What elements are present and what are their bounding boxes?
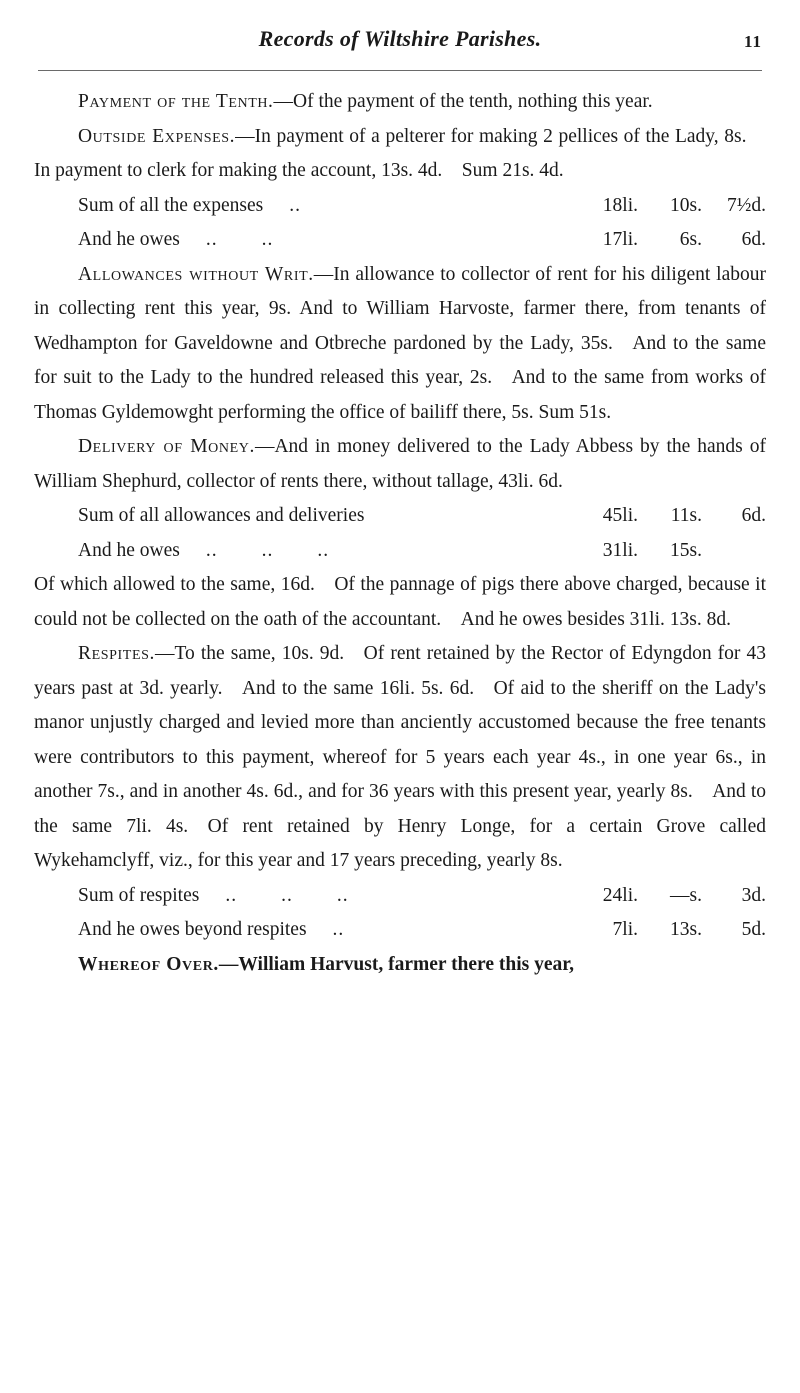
leader-dot: .. [281, 884, 293, 906]
paragraph-heading: Payment of the Tenth. [78, 91, 274, 112]
leader-dot: .. [261, 229, 274, 250]
page-header [38, 26, 762, 52]
leader-dots [206, 534, 329, 569]
sum-amount-pounds: 24li. [602, 884, 638, 906]
leader-dots [333, 913, 345, 948]
paragraph-text: —Of the payment of the tenth, nothing this year. [273, 91, 653, 112]
sum-amount [580, 223, 766, 258]
sum-amount-shillings: 10s. [670, 194, 702, 216]
paragraph-payment-of-the-tenth [34, 85, 766, 120]
sum-amount [580, 499, 766, 534]
paragraph-heading: Outside Expenses. [78, 125, 236, 147]
sum-label: And he owes [78, 229, 180, 250]
sum-label: And he owes beyond respites [78, 919, 307, 940]
header-rule [38, 70, 762, 71]
sum-amount-pence: 5d. [741, 919, 766, 940]
paragraph-text: —In allowance to collector of rent for his diligent labour in collecting rent this year, 9s. And to William Harvoste, farmer there, from tenants of Wedhampton for Gaveldowne and Otbreche pardoned by the Lady, 35s. And to the same for suit to the Lady to the hundred released this year, 2s. And to the same from works of Thomas Gyldemowght performing the office of bailiff there, 5s. Sum 51s. [34, 263, 767, 423]
sum-amount-pence: 6d. [741, 229, 766, 250]
sum-label: Sum of all allowances and deliveries [78, 505, 365, 526]
leader-dots [206, 223, 274, 258]
sum-label: And he owes [78, 539, 180, 561]
paragraph-allowances-without-writ [34, 258, 766, 431]
sum-line [34, 534, 766, 569]
paragraph-respites [34, 637, 766, 879]
sum-amount-pounds: 18li. [602, 194, 638, 216]
sum-amount-pence [718, 534, 766, 569]
sum-label: Sum of all the expenses [78, 194, 264, 216]
sum-line [34, 223, 766, 258]
sum-amount [580, 189, 766, 224]
leader-dot: .. [261, 539, 274, 561]
leader-dots [225, 879, 348, 914]
running-title: Records of Wiltshire Parishes. [258, 26, 542, 51]
sum-amount-pounds: 17li. [602, 229, 638, 250]
paragraph-heading: Respites. [78, 643, 155, 664]
sum-amount-shillings: —s. [670, 884, 702, 906]
page-body [34, 85, 766, 982]
paragraph-text: —To the same, 10s. 9d. Of rent retained by the Rector of Edyngdon for 43 years past at 3d. yearly. And to the same 16li. 5s. 6d. Of aid to the sheriff on the Lady's manor unjustly charged and levied more than anciently accustomed because the free tenants were contributors to this payment, whereof for 5 years each year 4s., in one year 6s., in another 7s., and in another 4s. 6d., and for 36 years with this present year, yearly 8s. And to the same 7li. 4s. Of rent retained by Henry Longe, for a certain Grove called Wykehamclyff, viz., for this year and 17 years preceding, yearly 8s. [34, 643, 766, 871]
sum-amount-pence: 3d. [741, 884, 766, 906]
sum-amount-pounds: 31li. [602, 539, 638, 561]
sum-amount [580, 879, 766, 914]
paragraph-outside-expenses [34, 120, 766, 189]
sum-amount-shillings: 15s. [670, 539, 702, 561]
paragraph-delivery-of-money [34, 430, 766, 499]
sum-amount-shillings: 13s. [670, 919, 702, 940]
paragraph-text: —William Harvust, farmer there this year, [218, 953, 575, 975]
paragraph-text: —In payment of a pelterer for making 2 pellices of the Lady, 8s. In payment to clerk for making the account, 13s. 4d. Sum 21s. 4d. [34, 125, 766, 181]
sum-amount-pounds: 7li. [612, 919, 638, 940]
paragraph-heading: Whereof Over. [78, 953, 219, 975]
leader-dot: .. [332, 919, 345, 940]
sum-amount-shillings: 6s. [679, 229, 702, 250]
paragraph-of-which-allowed: Of which allowed to the same, 16d. Of the pannage of pigs there above charged, because it could not be collected on the oath of the accountant. And he owes besides 31li. 13s. 8d. [34, 574, 766, 630]
sum-amount [580, 534, 766, 569]
paragraph-text: —And in money delivered to the Lady Abbess by the hands of William Shephurd, collector of rents there, without tallage, 43li. 6d. [34, 436, 766, 492]
leader-dot: .. [205, 539, 218, 561]
leader-dot: .. [336, 884, 349, 906]
leader-dots [289, 189, 301, 224]
sum-amount-pence: 6d. [741, 505, 766, 526]
sum-line [34, 189, 766, 224]
paragraph-whereof-over [34, 948, 766, 983]
sum-amount [580, 913, 766, 948]
document-page [0, 26, 800, 1393]
sum-amount-shillings: 11s. [670, 505, 702, 526]
leader-dot: .. [289, 194, 301, 216]
leader-dot: .. [317, 539, 330, 561]
leader-dot: .. [205, 229, 218, 250]
sum-line [34, 913, 766, 948]
sum-label: Sum of respites [78, 884, 200, 906]
sum-amount-pounds: 45li. [602, 505, 638, 526]
paragraph-heading: Allowances without Writ. [78, 263, 314, 285]
sum-line [34, 499, 766, 534]
leader-dot: .. [225, 884, 238, 906]
paragraph-heading: Delivery of Money. [78, 436, 255, 457]
sum-amount-pence: 7½d. [727, 194, 766, 216]
page-number: 11 [743, 32, 762, 51]
sum-line [34, 879, 766, 914]
